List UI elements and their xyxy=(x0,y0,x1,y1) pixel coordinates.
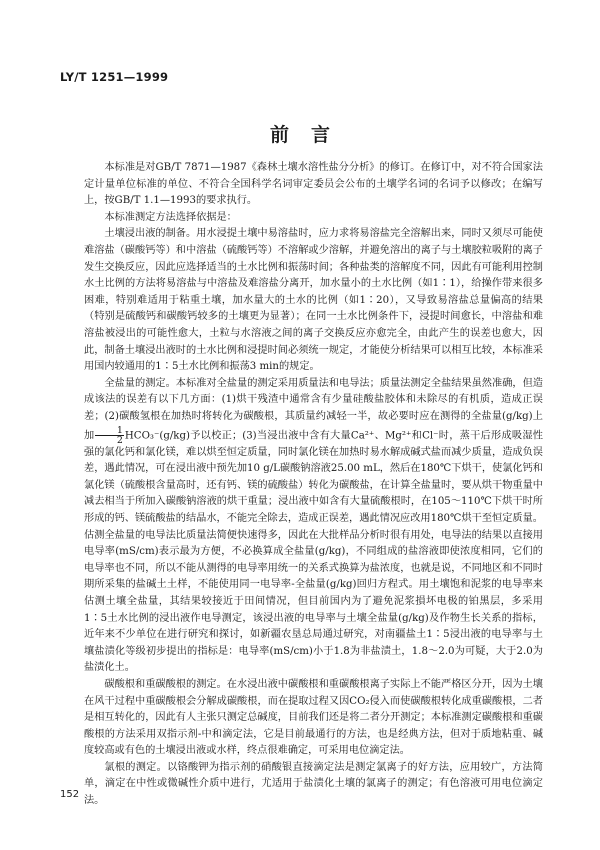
paragraph-soil-extract: 土壤浸出液的制备。用水浸提土壤中易溶盐时，应力求将易溶盐完全溶解出来，同时又须尽可能使难溶盐（碳酸钙等）和中溶盐（硫酸钙等）不溶解或少溶解，并避免溶出的离子与土壤胶粒吸附的离子发生交换反应，因此应选择适当的土水比例和振荡时间；各种盐类的溶解度不同，因此有可能利用控制水土比例的方法将易溶盐与中溶盐及难溶盐分离开，加水量小的土水比例（如1∶1），给操作带来很多困难，特别难适用于粘重土壤，加水量大的土水的比例（如1∶20），又导致易溶盐总量偏高的结果（特别是硫酸钙和碳酸钙较多的土壤更为显著）；在同一土水比例条件下，浸提时间愈长，中溶盐和难溶盐被浸出的可能性愈大，土粒与水溶液之间的离子交换反应亦愈完全，由此产生的误差也愈大，因此，制备土壤浸出液时的土水比例和浸提时间必须统一规定，才能使分析结果可以相互比较，本标准采用国内较通用的1∶5土水比例和振荡3 min的规定。 xyxy=(84,228,543,373)
paragraph-method-basis: 本标准测定方法选择依据是： xyxy=(104,211,237,223)
standard-code: LY/T 1251—1999 xyxy=(60,70,169,84)
paragraph-carbonate: 碳酸根和重碳酸根的测定。在水浸出液中碳酸根和重碳酸根离子实际上不能严格区分开，因为土壤在风干过程中重碳酸根会分解成碳酸根，而在提取过程又因CO₂侵入而使碳酸根转化成重碳酸根，二者是相互转化的，因此有人主张只测定总碱度，目前我们还是将二者分开测定；本标准测定碳酸根和重碳酸根的方法采用双指示剂-中和滴定法，它是目前最通行的方法，也是经典方法，但对于质地粘重、碱度较高或有色的土壤浸出液或水样，终点很难确定，可采用电位滴定法。 xyxy=(84,678,543,757)
fraction-denominator: 2 xyxy=(116,434,123,446)
paragraph-revision-note: 本标准是对GB/T 7871—1987《森林土壤水溶性盐分分析》的修订。在修订中，对不符合国家法定计量单位标准的单位、不符合全国科学名词审定委员会公布的土壤学名词的名词予以修改；在编写上，按GB/T 1.1—1993的要求执行。 xyxy=(84,162,543,207)
total-salt-text-part1: 全盐量的测定。本标准对全盐量的测定采用质量法和电导法；质量法测定全盐结果虽然准确，但造成该法的误差有以下几方面：(1)烘干残渣中通常含有少量硅酸盐胶体和未除尽的有机质，造成正误差；(2)碳酸氢根在加热时将转化为碳酸根，其质量约减轻一半，故必要时应在测得的全盐量(g/kg)上加 xyxy=(84,377,543,441)
document-body xyxy=(84,160,543,810)
one-half-fraction xyxy=(95,426,123,445)
fraction-numerator: 1 xyxy=(95,426,123,436)
page-title: 前言 xyxy=(269,124,352,146)
total-salt-text-part2: HCO₃⁻(g/kg)予以校正；(3)当浸出液中含有大量Ca²⁺、Mg²⁺和Cl⁻时，蒸干后形成吸湿性强的氯化钙和氯化镁，难以烘至恒定质量，同时氯化镁在加热时易水解成碱式盐而减少质量，造成负误差，遇此情况，可在浸出液中预先加10 g/L碳酸钠溶液25.00 mL，然后在180℃下烘干，使氯化钙和氯化镁（硫酸根含量高时，还有钙、镁的硫酸盐）转化为碳酸盐，在计算全盐量时，要从烘干物重量中减去相当于所加入碳酸钠溶液的烘干重量；浸出液中如含有大量硫酸根时，在105～110℃下烘干时所形成的钙、镁硫酸盐的结晶水，不能完全除去，造成正误差，遇此情况应改用180℃烘干至恒定质量。估测全盐量的电导法比质量法简便快速得多，因此在大批样品分析时很有用处，电导法的结果以直接用电导率(mS/cm)表示最为方便，不必换算成全盐量(g/kg)，不同组成的盐溶液即使浓度相同，它们的电导率也不同，所以不能从测得的电导率用统一的关系式换算为盐浓度，也就是说，不同地区和不同时期所采集的盐碱土土样，不能使用同一电导率-全盐量(g/kg)回归方程式。用土壤饱和泥浆的电导率来估测土壤全盐量，其结果较接近于田间情况，但目前国内为了避免泥浆損坏电极的铂黑层，多采用1∶5土水比例的浸出液作电导测定，该浸出液的电导率与土壤全盐量(g/kg)及作物生长关系的指标，近年来不少单位在进行研究和探讨，如新疆农垦总局通过研究，对南疆盐土1∶5浸出液的电导率与土壤盐渍化等级初步提出的指标是：电导率(mS/cm)小于1.8为非盐渍土，1.8～2.0为可疑，大于2.0为盐渍化土。 xyxy=(84,430,543,674)
paragraph-total-salt xyxy=(84,376,543,677)
page-number: 152 xyxy=(60,789,80,800)
paragraph-chloride: 氯根的测定。以铬酸钾为指示剂的硝酸银直接滴定法是测定氯离子的好方法，应用较广，方法简单，滴定在中性或微碱性介质中进行，尤适用于盐渍化土壤的氯离子的测定；有色溶液可用电位滴定法。 xyxy=(84,761,543,807)
